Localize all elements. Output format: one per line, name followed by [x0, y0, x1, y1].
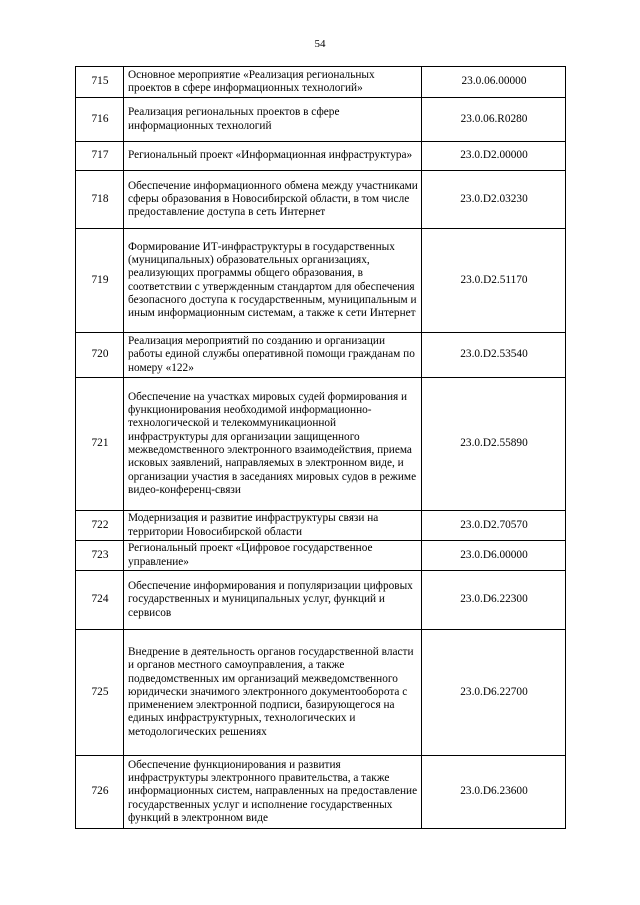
row-number: 726	[76, 756, 124, 829]
row-number: 717	[76, 142, 124, 171]
row-code: 23.0.D2.53540	[422, 333, 566, 378]
table-row	[76, 333, 566, 378]
page-number: 54	[314, 38, 326, 50]
row-code: 23.0.D6.22700	[422, 630, 566, 756]
row-number: 716	[76, 98, 124, 142]
row-number: 720	[76, 333, 124, 378]
row-description: Внедрение в деятельность органов государственной власти и органов местного самоуправления, а также подведомственных им организаций межведомственного юридически значимого электронного документооборота с применением электронной подписи, базирующегося на единых инфраструктурных, технологических и методологических решениях	[124, 630, 422, 756]
table-row	[76, 756, 566, 829]
table-row	[76, 171, 566, 229]
row-number: 719	[76, 229, 124, 333]
row-code: 23.0.D6.00000	[422, 541, 566, 571]
row-description: Региональный проект «Цифровое государственное управление»	[124, 541, 422, 571]
row-description: Реализация мероприятий по созданию и организации работы единой службы оперативной помощи гражданам по номеру «122»	[124, 333, 422, 378]
row-description: Модернизация и развитие инфраструктуры связи на территории Новосибирской области	[124, 511, 422, 541]
row-description: Обеспечение информирования и популяризации цифровых государственных и муниципальных услуг, функций и сервисов	[124, 571, 422, 630]
table-row	[76, 541, 566, 571]
row-code: 23.0.D2.00000	[422, 142, 566, 171]
table-row	[76, 229, 566, 333]
row-code: 23.0.D2.55890	[422, 378, 566, 511]
row-number: 721	[76, 378, 124, 511]
row-description: Обеспечение информационного обмена между участниками сферы образования в Новосибирской области, в том числе предоставление доступа в сеть Интернет	[124, 171, 422, 229]
table-row	[76, 98, 566, 142]
table-row	[76, 378, 566, 511]
row-description: Региональный проект «Информационная инфраструктура»	[124, 142, 422, 171]
table-row	[76, 142, 566, 171]
row-number: 718	[76, 171, 124, 229]
row-code: 23.0.D6.22300	[422, 571, 566, 630]
row-code: 23.0.D2.70570	[422, 511, 566, 541]
row-description: Реализация региональных проектов в сфере информационных технологий	[124, 98, 422, 142]
table-row	[76, 630, 566, 756]
row-code: 23.0.D6.23600	[422, 756, 566, 829]
row-code: 23.0.06.R0280	[422, 98, 566, 142]
row-number: 725	[76, 630, 124, 756]
row-description: Формирование ИТ-инфраструктуры в государственных (муниципальных) образовательных организациях, реализующих программы общего образования, в соответствии с утвержденным стандартом для обеспечения безопасного доступа к государственным, муниципальным и иным информационным системам, а также к сети Интернет	[124, 229, 422, 333]
table-row	[76, 571, 566, 630]
row-description: Обеспечение на участках мировых судей формирования и функционирования необходимой информационно-технологической и телекоммуникационной инфраструктуры для организации защищенного межведомственного электронного взаимодействия, приема исковых заявлений, направляемых в электронном виде, и организации участия в заседаниях мировых судов в режиме видео-конференц-связи	[124, 378, 422, 511]
table-row	[76, 511, 566, 541]
row-code: 23.0.06.00000	[422, 67, 566, 98]
row-description: Обеспечение функционирования и развития инфраструктуры электронного правительства, а также информационных систем, направленных на предоставление государственных услуг и исполнение государственных функций в электронном виде	[124, 756, 422, 829]
row-code: 23.0.D2.03230	[422, 171, 566, 229]
row-number: 715	[76, 67, 124, 98]
row-code: 23.0.D2.51170	[422, 229, 566, 333]
table-row	[76, 67, 566, 98]
row-number: 722	[76, 511, 124, 541]
budget-classification-table	[75, 66, 566, 829]
row-number: 724	[76, 571, 124, 630]
row-number: 723	[76, 541, 124, 571]
row-description: Основное мероприятие «Реализация региональных проектов в сфере информационных технологий»	[124, 67, 422, 98]
